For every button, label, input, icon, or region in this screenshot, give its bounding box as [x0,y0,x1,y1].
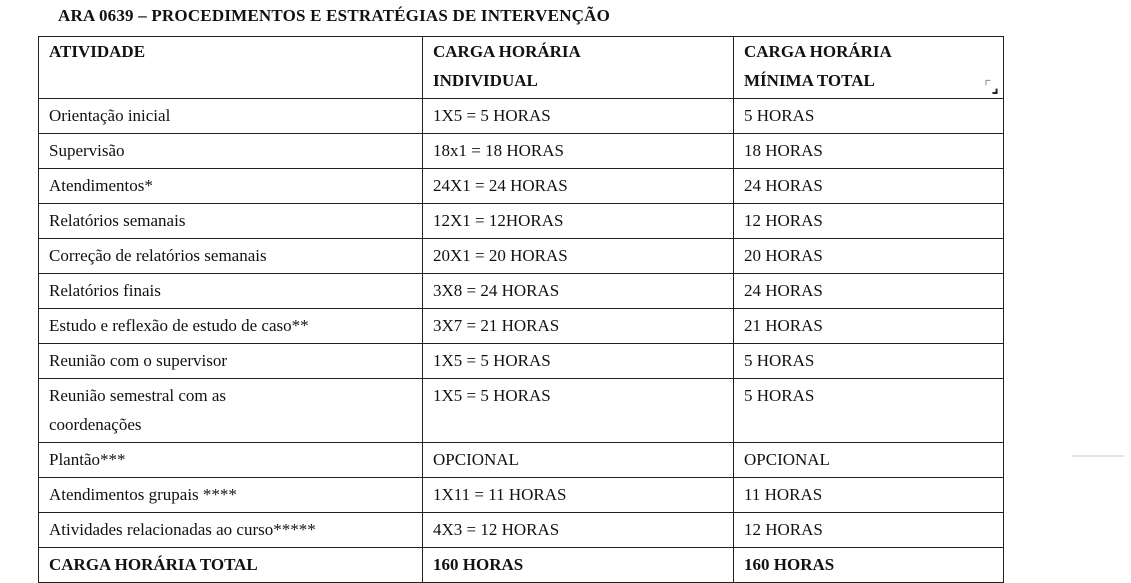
total-individual-cell: 160 HORAS [423,548,734,583]
individual-hours-cell: 24X1 = 24 HORAS [423,169,734,204]
table-row [39,443,1004,478]
table-row [39,344,1004,379]
table-row [39,309,1004,344]
activity-line2: coordenações [49,415,142,434]
total-label-cell: CARGA HORÁRIA TOTAL [39,548,423,583]
header-total-line2: MÍNIMA TOTAL [744,71,875,90]
table-row [39,239,1004,274]
total-hours-cell: 12 HORAS [734,513,1004,548]
table-row [39,134,1004,169]
header-minimum-total-hours [734,37,1004,99]
activity-cell [39,379,423,443]
individual-hours-cell: 1X5 = 5 HORAS [423,379,734,443]
header-individual-hours [423,37,734,99]
activity-cell: Atividades relacionadas ao curso***** [39,513,423,548]
total-hours-cell: 5 HORAS [734,379,1004,443]
activity-cell: Plantão*** [39,443,423,478]
activity-cell: Correção de relatórios semanais [39,239,423,274]
table-header-row [39,37,1004,99]
activity-cell: Relatórios semanais [39,204,423,239]
total-hours-cell: 20 HORAS [734,239,1004,274]
table-row [39,379,1004,443]
header-activity: ATIVIDADE [39,37,423,99]
table-row [39,478,1004,513]
total-hours-cell: 5 HORAS [734,99,1004,134]
individual-hours-cell: 1X5 = 5 HORAS [423,99,734,134]
activity-cell: Atendimentos* [39,169,423,204]
total-hours-cell: 12 HORAS [734,204,1004,239]
total-hours-cell: 18 HORAS [734,134,1004,169]
individual-hours-cell: 3X8 = 24 HORAS [423,274,734,309]
individual-hours-cell: 4X3 = 12 HORAS [423,513,734,548]
header-total-line1: CARGA HORÁRIA [744,42,892,61]
activity-cell: Atendimentos grupais **** [39,478,423,513]
individual-hours-cell: 18x1 = 18 HORAS [423,134,734,169]
table-row [39,169,1004,204]
total-hours-cell: OPCIONAL [734,443,1004,478]
total-hours-cell: 24 HORAS [734,169,1004,204]
individual-hours-cell: 12X1 = 12HORAS [423,204,734,239]
total-minimum-cell: 160 HORAS [734,548,1004,583]
total-hours-cell: 11 HORAS [734,478,1004,513]
total-hours-cell: 21 HORAS [734,309,1004,344]
total-hours-cell: 24 HORAS [734,274,1004,309]
activity-cell: Reunião com o supervisor [39,344,423,379]
activity-cell: Estudo e reflexão de estudo de caso** [39,309,423,344]
individual-hours-cell: 3X7 = 21 HORAS [423,309,734,344]
document-title: ARA 0639 – PROCEDIMENTOS E ESTRATÉGIAS DE INTERVENÇÃO [58,6,611,25]
total-hours-cell: 5 HORAS [734,344,1004,379]
table-row [39,513,1004,548]
workload-table [38,36,1004,583]
table-row [39,204,1004,239]
header-individual-line2: INDIVIDUAL [433,71,538,90]
scan-artifact-line [1072,455,1124,457]
table-row [39,274,1004,309]
individual-hours-cell: OPCIONAL [423,443,734,478]
table-row [39,99,1004,134]
activity-line1: Reunião semestral com as [49,386,227,405]
activity-cell: Relatórios finais [39,274,423,309]
activity-cell: Supervisão [39,134,423,169]
header-individual-line1: CARGA HORÁRIA [433,42,581,61]
scan-corner-mark-icon: ⌜⌟ [984,77,999,96]
individual-hours-cell: 1X5 = 5 HORAS [423,344,734,379]
table-total-row [39,548,1004,583]
activity-cell: Orientação inicial [39,99,423,134]
individual-hours-cell: 20X1 = 20 HORAS [423,239,734,274]
individual-hours-cell: 1X11 = 11 HORAS [423,478,734,513]
